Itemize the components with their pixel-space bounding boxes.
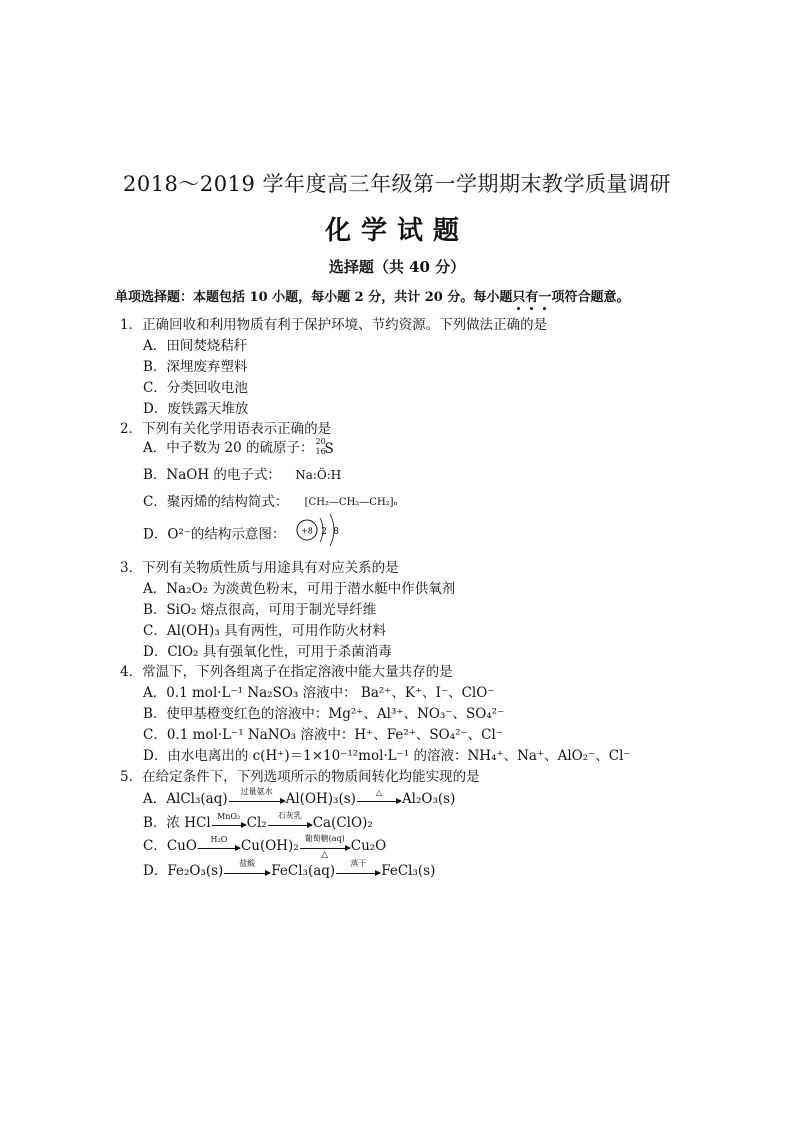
question-1-option-a: A．田间焚烧秸秆 [143, 338, 248, 354]
question-1-option-d: D．废铁露天堆放 [143, 401, 249, 417]
question-2-option-a: A．中子数为 20 的硫原子： 20 16 S [143, 436, 332, 460]
question-5-stem: 5．在给定条件下，下列选项所示的物质间转化均能实现的是 [120, 769, 480, 785]
reaction-arrow: 蒸干 [336, 869, 380, 874]
question-5-option-c: C．CuO H₂O Cu(OH)₂ 葡萄糖(aq) △ Cu₂O [143, 834, 387, 860]
emphasis-char: 有 [525, 290, 539, 305]
question-2-option-d: D．O²⁻的结构示意图： +8 2 8 [143, 520, 346, 550]
question-4-option-c: C．0.1 mol·L⁻¹ NaNO₃ 溶液中：H⁺、Fe²⁺、SO₄²⁻、Cl⁻ [143, 727, 503, 743]
polymer-formula: [CH₂—CH₂—CH₂]ₙ [304, 497, 398, 508]
emphasis-char: 一 [538, 290, 552, 305]
shell-2-electrons: 8 [332, 527, 339, 537]
reaction-arrow: 盐酸 [224, 869, 270, 874]
question-3-option-b: B．SiO₂ 熔点很高，可用于制光导纤维 [143, 602, 377, 618]
reaction-arrow: MnO₂ [212, 821, 246, 826]
nuclide-symbol: 20 16 S [315, 436, 334, 457]
shell-1-electrons: 2 [320, 527, 327, 537]
question-5-option-a: A．AlCl₃(aq) 过量氨水 Al(OH)₃(s) △ Al₂O₃(s) [143, 787, 456, 807]
question-3-option-a: A．Na₂O₂ 为淡黄色粉末，可用于潜水艇中作供氧剂 [143, 581, 456, 597]
nucleus-charge: +8 [300, 526, 313, 536]
reaction-arrow: 过量氨水 [229, 797, 285, 802]
instructions: 单项选择题：本题包括 10 小题，每小题 2 分，共计 20 分。每小题只有一项符合题意。 [115, 290, 630, 305]
reaction-arrow: 葡萄糖(aq) △ [300, 844, 350, 849]
question-2-option-c: C．聚丙烯的结构简式： [CH₂—CH₂—CH₂]ₙ [143, 494, 398, 510]
reaction-arrow: 石灰乳 [268, 821, 312, 826]
emphasis-char: 只 [512, 290, 526, 305]
exam-title: 2018～2019 学年度高三年级第一学期期末教学质量调研 [122, 172, 672, 196]
section-heading: 选择题（共 40 分） [328, 258, 466, 276]
reaction-arrow: △ [357, 797, 401, 802]
question-1-stem: 1．正确回收和利用物质有利于保护环境、节约资源。下列做法正确的是 [120, 317, 548, 333]
question-3-option-c: C．Al(OH)₃ 具有两性，可用作防火材料 [143, 623, 386, 639]
question-4-option-b: B．使甲基橙变红色的溶液中：Mg²⁺、Al³⁺、NO₃⁻、SO₄²⁻ [143, 706, 505, 722]
question-2-option-b: B．NaOH 的电子式： Na:Ö:H [143, 467, 342, 483]
question-3-option-d: D．ClO₂ 具有强氧化性，可用于杀菌消毒 [143, 644, 392, 660]
question-2-stem: 2．下列有关化学用语表示正确的是 [120, 421, 332, 437]
question-4-stem: 4．常温下，下列各组离子在指定溶液中能大量共存的是 [120, 664, 453, 680]
question-1-option-c: C．分类回收电池 [143, 380, 248, 396]
question-4-option-a: A．0.1 mol·L⁻¹ Na₂SO₃ 溶液中： Ba²⁺、K⁺、I⁻、ClO⁻ [143, 685, 495, 701]
question-1-option-b: B．深埋废弃塑料 [143, 359, 248, 375]
question-5-option-d: D．Fe₂O₃(s) 盐酸 FeCl₃(aq) 蒸干 FeCl₃(s) [143, 859, 436, 879]
atom-structure-diagram [296, 520, 346, 550]
reaction-arrow: H₂O [198, 844, 240, 849]
question-5-option-b: B．浓 HCl MnO₂ Cl₂ 石灰乳 Ca(ClO)₂ [143, 811, 373, 831]
question-3-stem: 3．下列有关物质性质与用途具有对应关系的是 [120, 560, 399, 576]
electron-formula: Na:Ö:H [295, 468, 342, 482]
question-4-option-d: D．由水电离出的 c(H⁺)＝1×10⁻¹²mol·L⁻¹ 的溶液：NH₄⁺、Na⁺、AlO₂⁻、Cl⁻ [143, 748, 631, 764]
subject-title: 化学试题 [324, 216, 469, 246]
